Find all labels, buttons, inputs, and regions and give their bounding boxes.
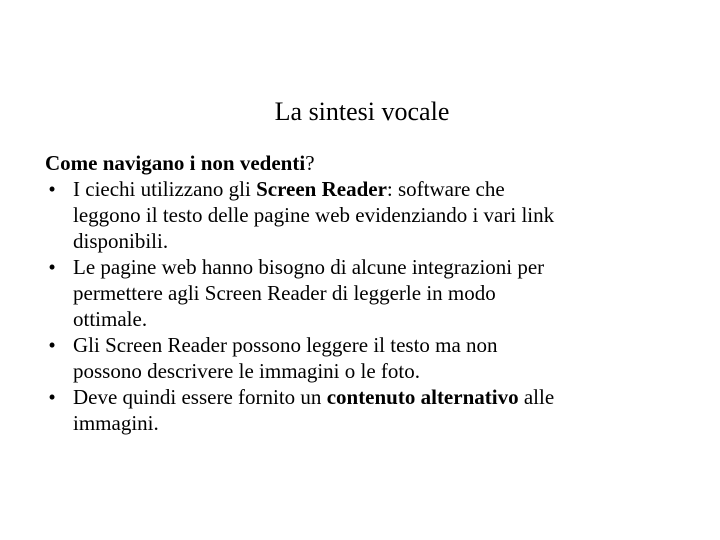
bullet-dot-icon: • [48, 385, 56, 409]
text-run: I ciechi utilizzano gli [73, 177, 257, 201]
text-run: alle [518, 385, 555, 409]
bullet-line: ottimale. [73, 307, 148, 331]
slide-body [45, 150, 705, 436]
bullet-dot-icon: • [48, 333, 56, 357]
bold-term-screen-reader: Screen Reader [256, 177, 387, 201]
bullet-item-screen-reader [45, 176, 705, 254]
bullet-line: disponibili. [73, 229, 169, 253]
bold-term-contenuto-alternativo: contenuto alternativo [326, 385, 519, 409]
text-run: : software che [386, 177, 505, 201]
slide-title: La sintesi vocale [274, 97, 450, 126]
bullet-line [73, 176, 705, 202]
bullet-line: possono descrivere le immagini o le foto. [73, 359, 421, 383]
intro-question [45, 150, 705, 176]
bullet-dot-icon: • [48, 255, 56, 279]
bullet-item-integrazioni [45, 254, 705, 332]
bullet-dot-icon: • [48, 177, 56, 201]
bullet-list [45, 176, 705, 436]
intro-question-bold: Come navigano i non vedenti [45, 151, 306, 175]
bullet-line: Le pagine web hanno bisogno di alcune integrazioni per [73, 255, 545, 279]
bullet-line [73, 384, 705, 410]
bullet-item-contenuto-alternativo [45, 384, 705, 436]
bullet-line: leggono il testo delle pagine web evidenziando i vari link [73, 203, 555, 227]
bullet-line: permettere agli Screen Reader di leggerle in modo [73, 281, 496, 305]
bullet-line: Gli Screen Reader possono leggere il testo ma non [73, 333, 498, 357]
intro-question-mark: ? [305, 151, 315, 175]
text-run: Deve quindi essere fornito un [73, 385, 327, 409]
bullet-line: immagini. [73, 411, 159, 435]
bullet-item-immagini [45, 332, 705, 384]
